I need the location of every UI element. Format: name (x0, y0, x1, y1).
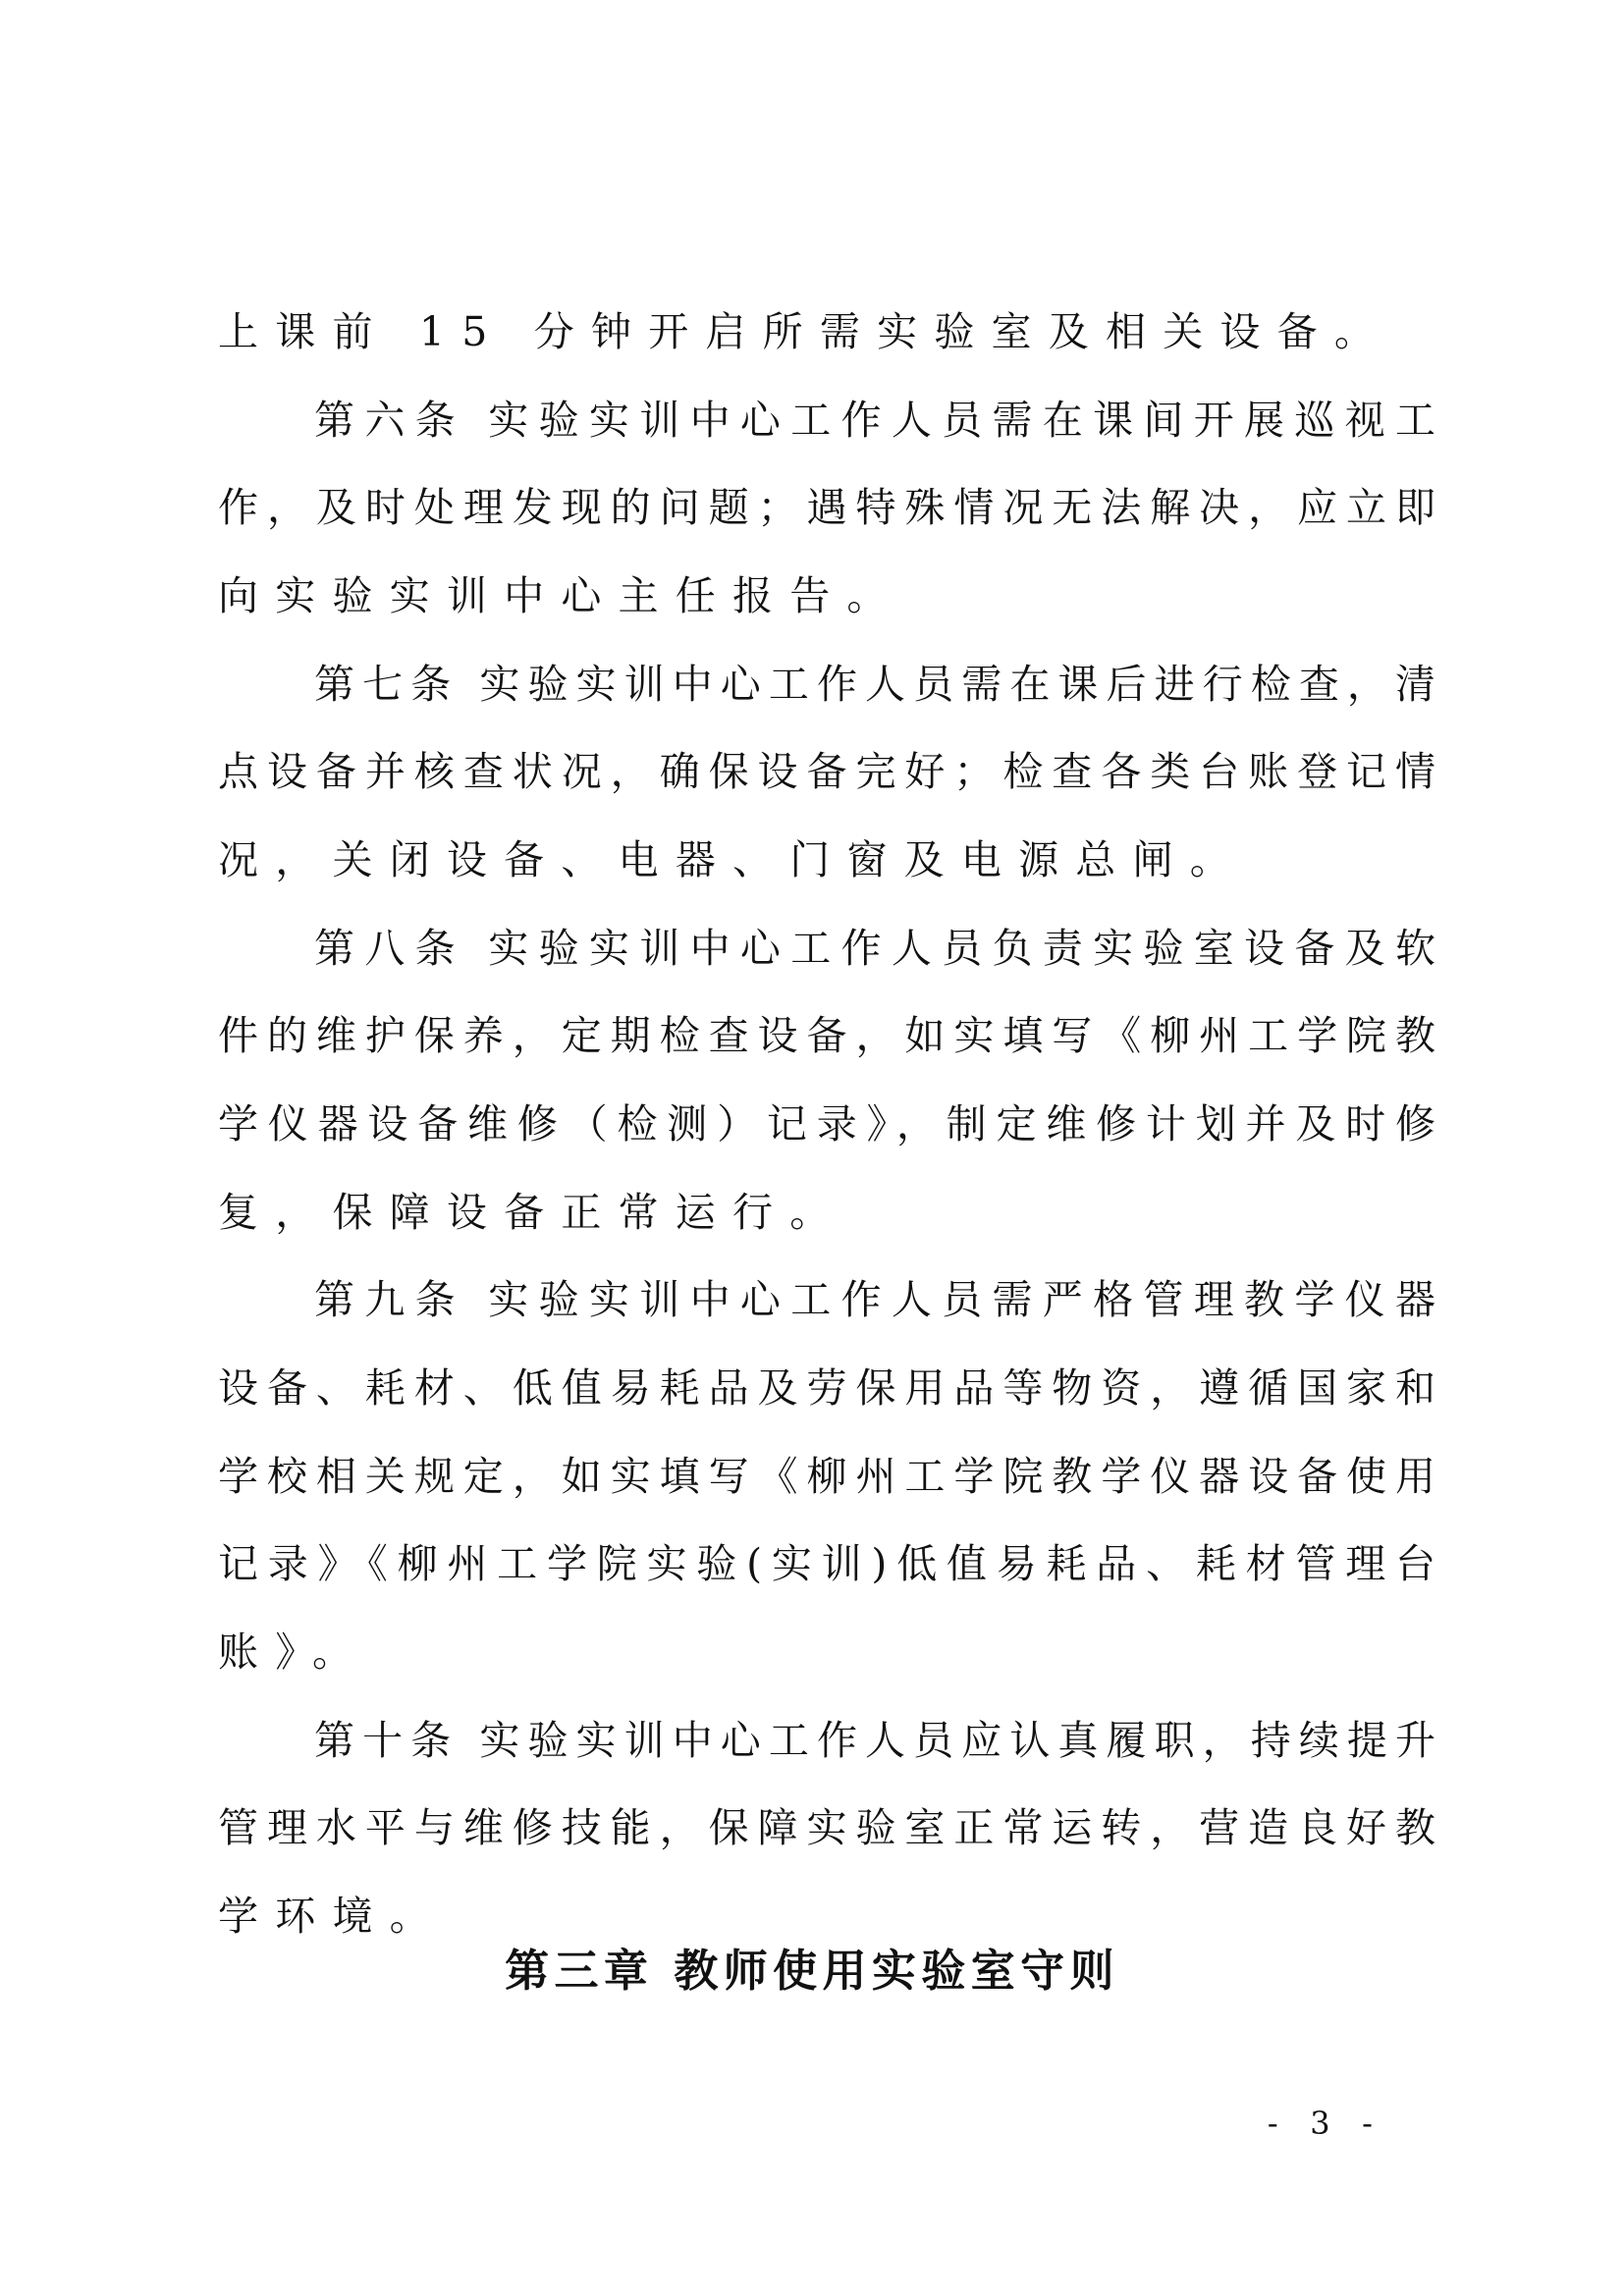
page-number: - 3 - (1267, 2105, 1384, 2142)
text-line: 况，关闭设备、电器、门窗及电源总闸。 (218, 836, 1247, 883)
text-line: 件的维护保养，定期检查设备，如实填写《柳州工学院教 (218, 1012, 1435, 1059)
text-line: 点设备并核查状况，确保设备完好；检查各类台账登记情 (218, 748, 1435, 795)
article-6-line: 第六条 实验实训中心工作人员需在课间开展巡视工 (314, 397, 1435, 444)
text-line: 记录》《柳州工学院实验(实训)低值易耗品、耗材管理台 (218, 1540, 1435, 1587)
article-8-line: 第八条 实验实训中心工作人员负责实验室设备及软 (314, 925, 1435, 972)
text-line: 管理水平与维修技能，保障实验室正常运转，营造良好教 (218, 1804, 1435, 1851)
text-line: 复，保障设备正常运行。 (218, 1189, 847, 1236)
text-line: 作，及时处理发现的问题；遇特殊情况无法解决，应立即 (218, 484, 1435, 531)
text-line: 向实验实训中心主任报告。 (218, 572, 904, 619)
article-10-line: 第十条 实验实训中心工作人员应认真履职，持续提升 (314, 1717, 1435, 1764)
chapter-heading: 第三章 教师使用实验室守则 (505, 1945, 1119, 1997)
text-line: 上课前 15 分钟开启所需实验室及相关设备。 (218, 308, 1392, 355)
article-7-line: 第七条 实验实训中心工作人员需在课后进行检查，清 (314, 661, 1435, 708)
text-line: 学校相关规定，如实填写《柳州工学院教学仪器设备使用 (218, 1453, 1435, 1500)
article-9-line: 第九条 实验实训中心工作人员需严格管理教学仪器 (314, 1276, 1435, 1323)
text-line: 设备、耗材、低值易耗品及劳保用品等物资，遵循国家和 (218, 1364, 1435, 1412)
text-line: 学环境。 (218, 1893, 447, 1940)
text-line: 账》。 (218, 1629, 370, 1676)
text-line: 学仪器设备维修（检测）记录》，制定维修计划并及时修 (218, 1100, 1435, 1148)
